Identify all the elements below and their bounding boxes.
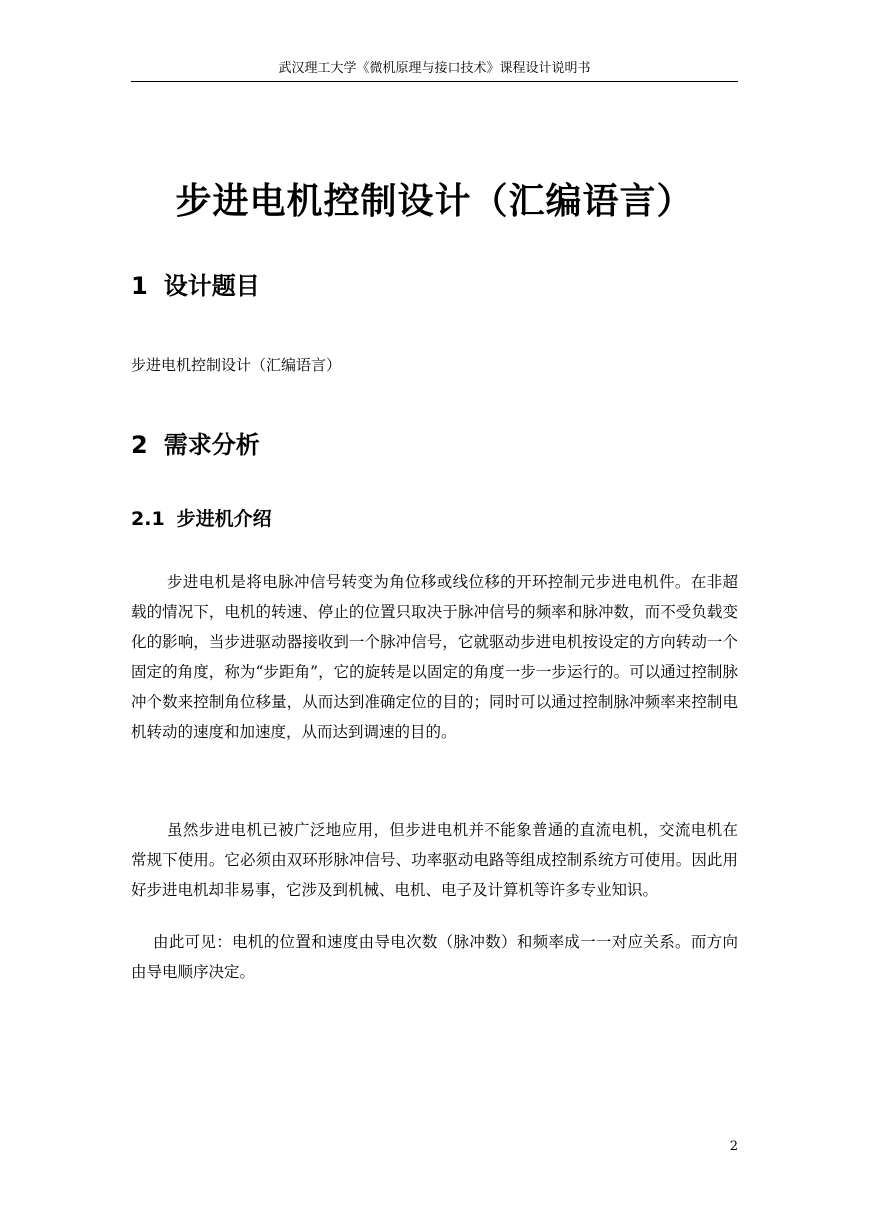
section-1-heading <box>131 269 260 303</box>
subsection-2-1-title: 步进机介绍 <box>176 508 272 530</box>
section-1-title: 设计题目 <box>163 272 260 300</box>
page-number: 2 <box>729 1139 738 1154</box>
body-paragraph-3 <box>131 927 738 987</box>
section-1-number: 1 <box>131 272 148 300</box>
header-divider <box>131 81 738 82</box>
subsection-2-1-heading <box>131 505 272 533</box>
paragraph-text: 由此可见：电机的位置和速度由导电次数（脉冲数）和频率成一一对应关系。而方向由导电顺序决定。 <box>131 933 738 981</box>
body-paragraph-1 <box>131 567 738 747</box>
paragraph-text: 步进电机是将电脉冲信号转变为角位移或线位移的开环控制元步进电机件。在非超载的情况下，电机的转速、停止的位置只取决于脉冲信号的频率和脉冲数，而不受负载变化的影响，当步进驱动器接收到一个脉冲信号，它就驱动步进电机按设定的方向转动一个固定的角度，称为“步距角”，它的旋转是以固定的角度一步一步运行的。可以通过控制脉冲个数来控制角位移量，从而达到准确定位的目的；同时可以通过控制脉冲频率来控制电机转动的速度和加速度，从而达到调速的目的。 <box>131 573 738 741</box>
paragraph-text: 虽然步进电机已被广泛地应用，但步进电机并不能象普通的直流电机，交流电机在常规下使用。它必须由双环形脉冲信号、功率驱动电路等组成控制系统方可使用。因此用好步进电机却非易事，它涉及到机械、电机、电子及计算机等许多专业知识。 <box>131 821 738 899</box>
section-1-text: 步进电机控制设计（汇编语言） <box>131 356 342 374</box>
subsection-2-1-number: 2.1 <box>131 508 165 530</box>
section-2-title: 需求分析 <box>163 431 260 459</box>
document-title: 步进电机控制设计（汇编语言） <box>175 181 694 222</box>
section-2-heading <box>131 428 260 462</box>
section-2-number: 2 <box>131 431 148 459</box>
running-header-title: 武汉理工大学《微机原理与接口技术》课程设计说明书 <box>278 61 591 76</box>
body-paragraph-2 <box>131 815 738 905</box>
